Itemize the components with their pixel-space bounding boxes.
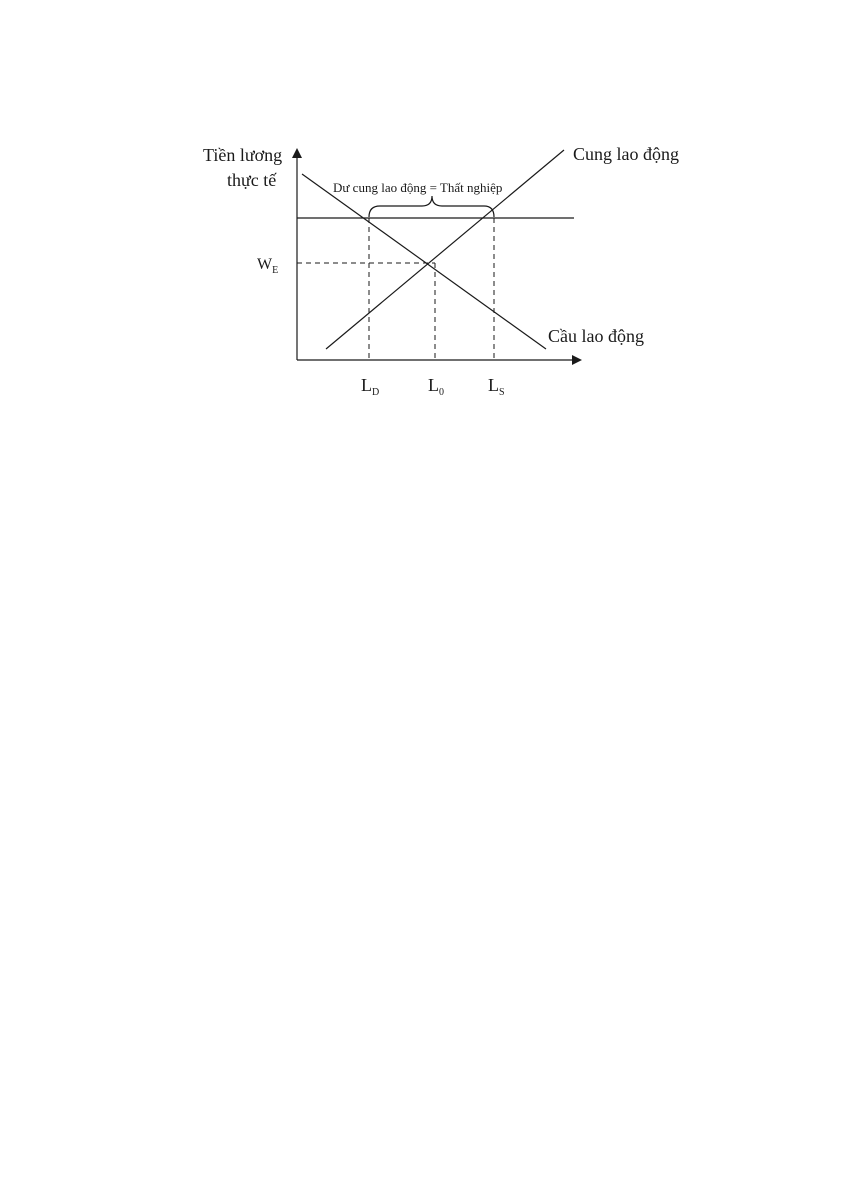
l0-label bbox=[428, 375, 444, 398]
ls-label-main: L bbox=[488, 375, 499, 395]
surplus-brace bbox=[369, 196, 494, 217]
wage-label-sub: E bbox=[272, 265, 279, 276]
ls-label bbox=[488, 375, 505, 398]
demand-curve-label: Cầu lao động bbox=[548, 326, 644, 346]
supply-curve-label: Cung lao động bbox=[573, 144, 679, 164]
wage-equilibrium-label bbox=[257, 256, 278, 276]
ld-label-sub: D bbox=[372, 387, 380, 398]
ld-label-main: L bbox=[361, 375, 372, 395]
wage-label-main: W bbox=[257, 256, 273, 273]
surplus-label: Dư cung lao động = Thất nghiệp bbox=[333, 180, 503, 195]
ls-label-sub: S bbox=[499, 387, 505, 398]
y-axis-label-line1: Tiền lương bbox=[203, 145, 283, 165]
ld-label bbox=[361, 375, 379, 398]
l0-label-sub: 0 bbox=[439, 387, 444, 398]
demand-curve bbox=[302, 174, 546, 349]
l0-label-main: L bbox=[428, 375, 439, 395]
y-axis-label-line2: thực tế bbox=[227, 170, 277, 190]
